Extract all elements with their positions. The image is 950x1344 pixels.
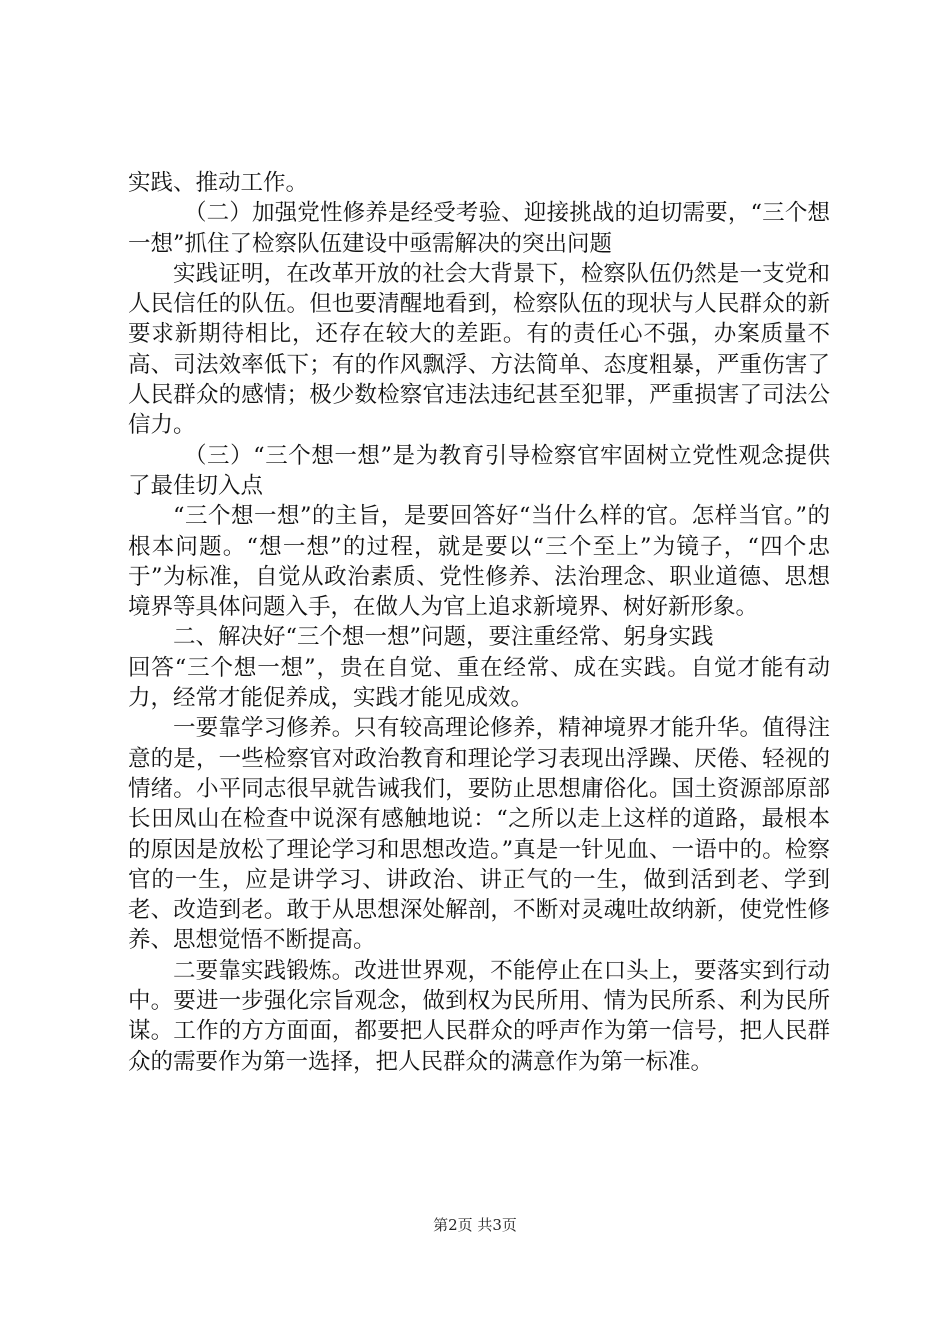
paragraph: “三个想一想”的主旨，是要回答好“当什么样的官。怎样当官。”的根本问题。“想一想”的过程，就是要以“三个至上”为镜子，“四个忠于”为标准，自觉从政治素质、党性修养、法治理念、职业道德、思想境界等具体问题入手，在做人为官上追求新境界、树好新形象。 [128, 503, 830, 621]
paragraph: 二要靠实践锻炼。改进世界观，不能停止在口头上，要落实到行动中。要进一步强化宗旨观念，做到权为民所用、情为民所系、利为民所谋。工作的方方面面，都要把人民群众的呼声作为第一信号，把人民群众的需要作为第一选择，把人民群众的满意作为第一标准。 [128, 957, 830, 1075]
paragraph-continuation: 实践、推动工作。 [128, 170, 309, 196]
section-heading-2: （二）加强党性修养是经受考验、迎接挑战的迫切需要，“三个想一想”抓住了检察队伍建设中亟需解决的突出问题 [128, 200, 830, 257]
section-heading-3: （三）“三个想一想”是为教育引导检察官牢固树立党性观念提供了最佳切入点 [128, 442, 830, 499]
page-footer: 第2页 共3页 [433, 1216, 517, 1234]
paragraph: 一要靠学习修养。只有较高理论修养，精神境界才能升华。值得注意的是，一些检察官对政治教育和理论学习表现出浮躁、厌倦、轻视的情绪。小平同志很早就告诫我们，要防止思想庸俗化。国土资源部原部长田凤山在检查中说深有感触地说：“之所以走上这样的道路，最根本的原因是放松了理论学习和思想改造。”真是一针见血、一语中的。检察官的一生，应是讲学习、讲政治、讲正气的一生，做到活到老、学到老、改造到老。敢于从思想深处解剖，不断对灵魂吐故纳新，使党性修养、思想觉悟不断提高。 [128, 715, 830, 954]
paragraph: 实践证明，在改革开放的社会大背景下，检察队伍仍然是一支党和人民信任的队伍。但也要清醒地看到，检察队伍的现状与人民群众的新要求新期待相比，还存在较大的差距。有的责任心不强，办案质量不高、司法效率低下；有的作风飘浮、方法简单、态度粗暴，严重伤害了人民群众的感情；极少数检察官违法违纪甚至犯罪，严重损害了司法公信力。 [128, 260, 830, 439]
paragraph: 回答“三个想一想”，贵在自觉、重在经常、成在实践。自觉才能有动力，经常才能促养成，实践才能见成效。 [128, 654, 830, 712]
document-body [128, 168, 830, 1077]
section-heading-part-2: 二、解决好“三个想一想”问题，要注重经常、躬身实践 [173, 624, 714, 651]
